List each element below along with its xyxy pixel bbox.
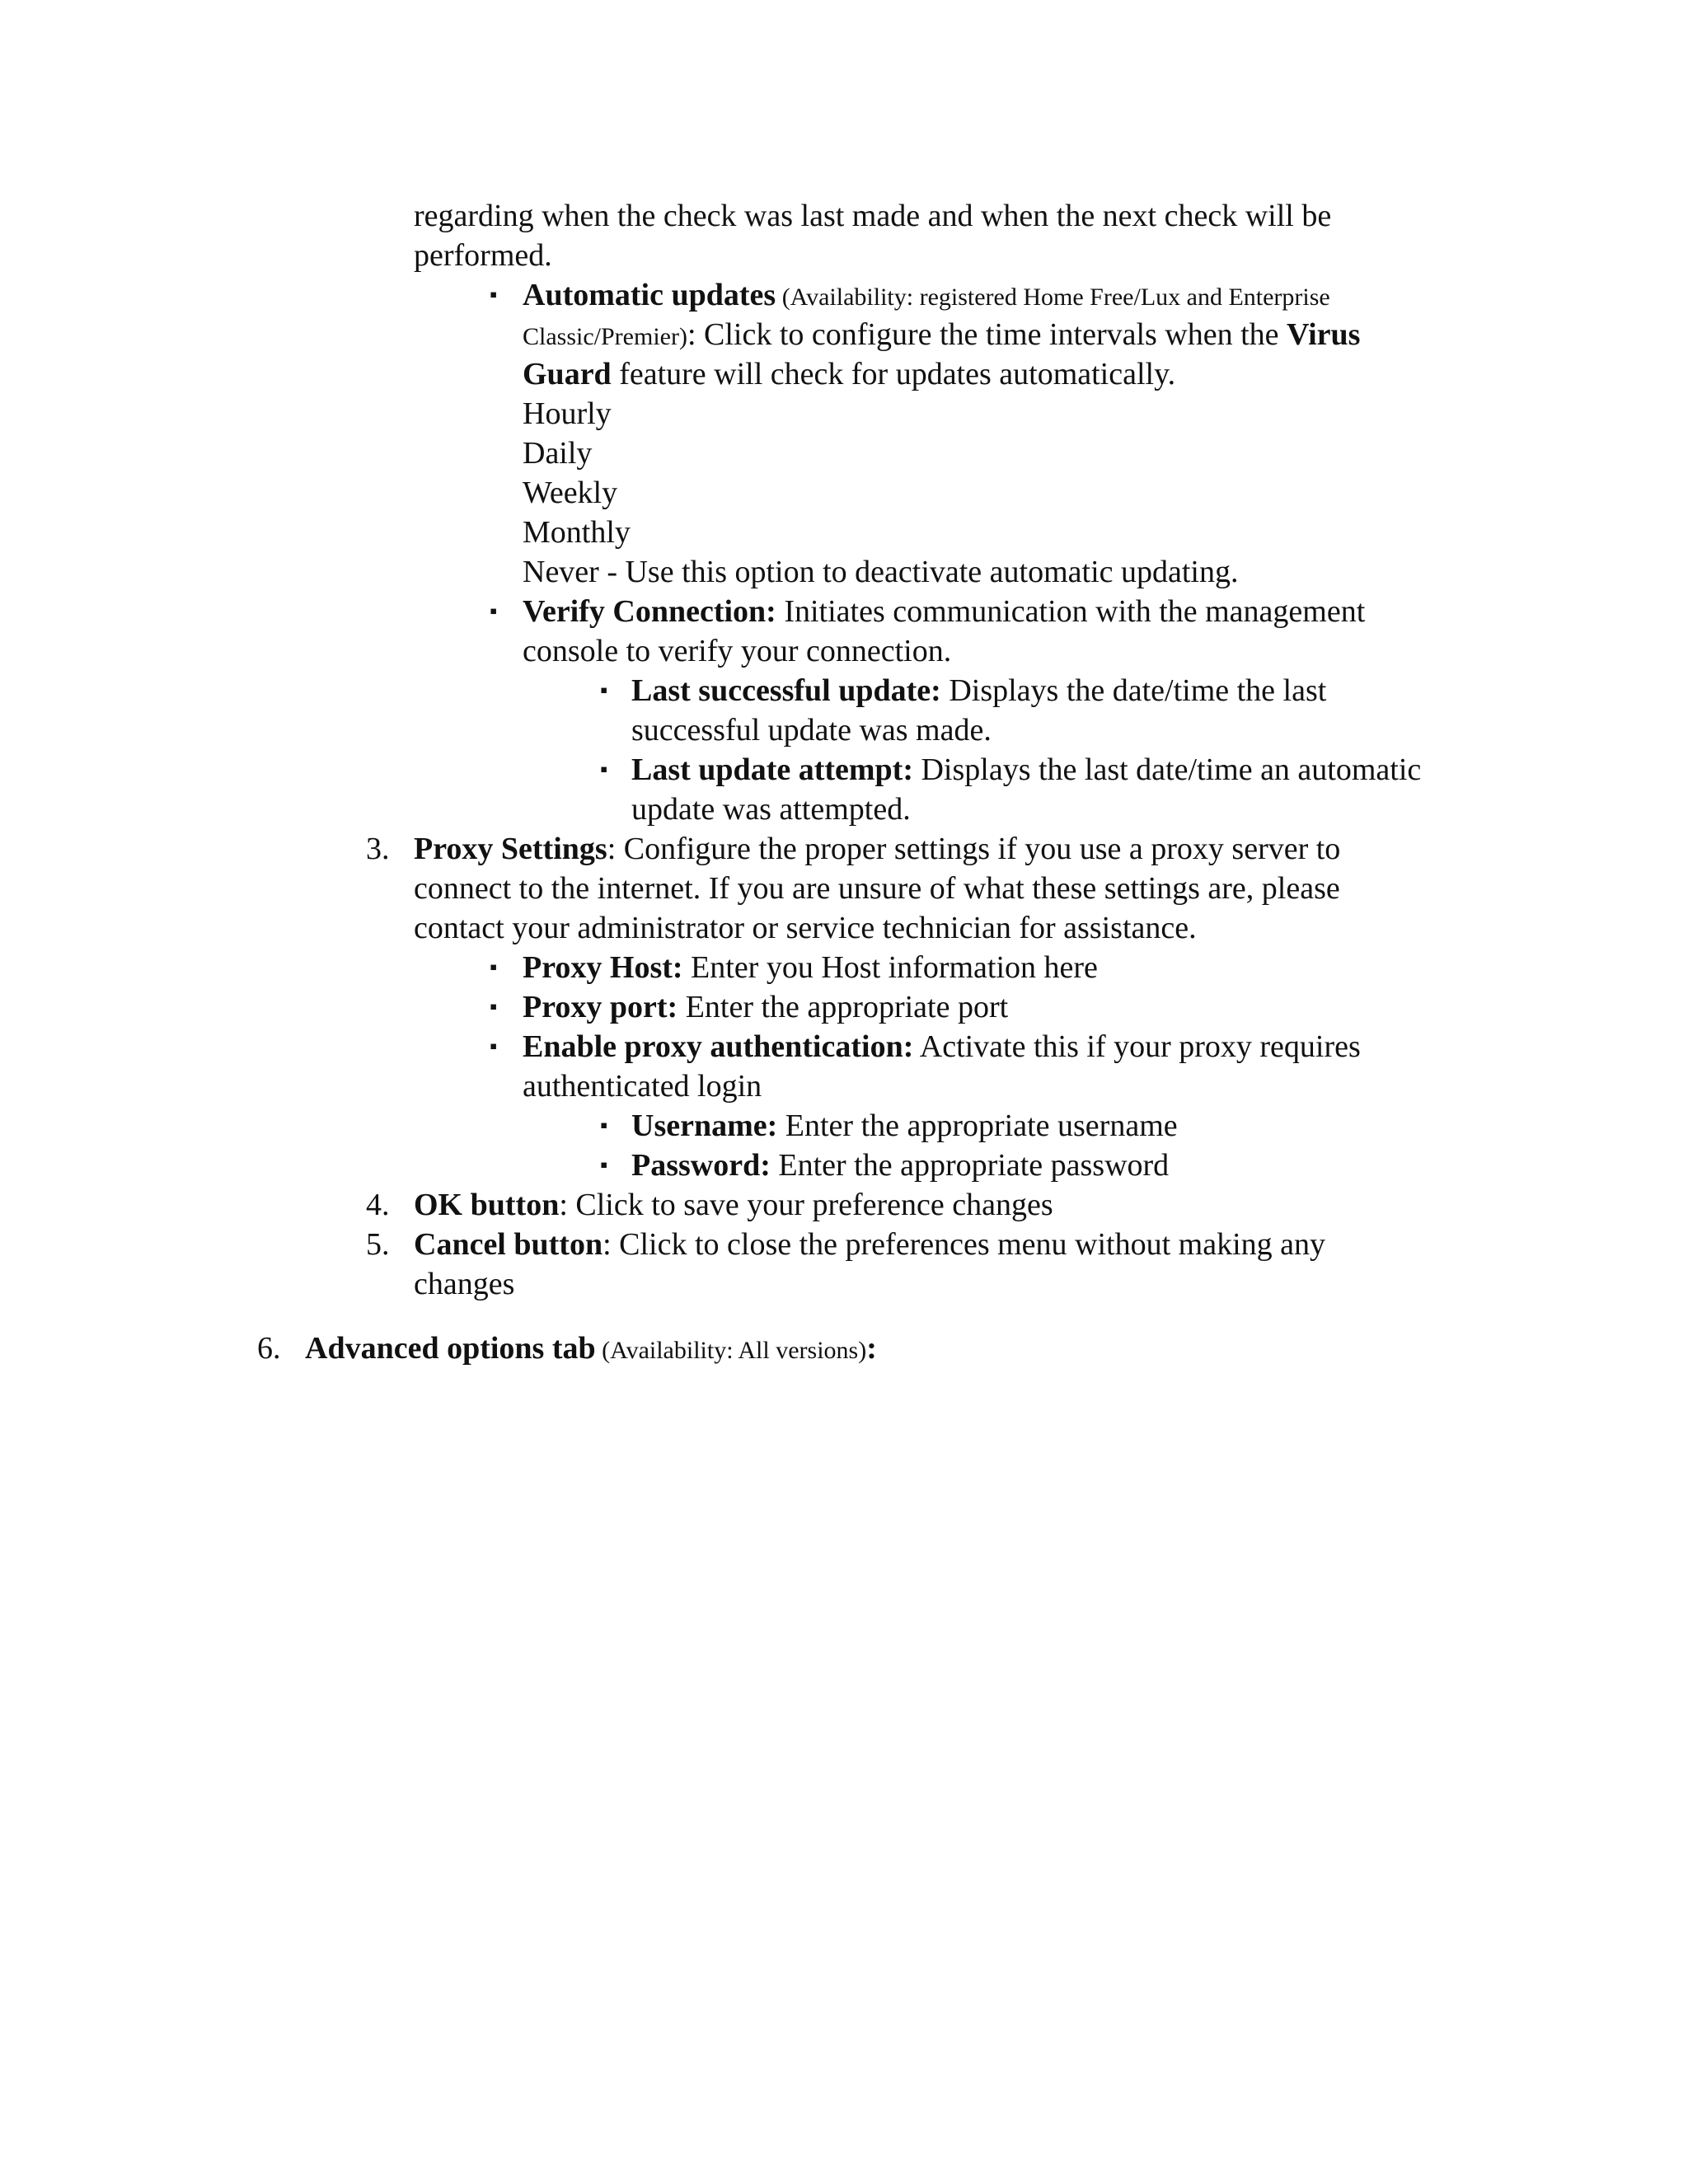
bullet-icon: ▪ <box>490 599 498 623</box>
advanced-options-colon: : <box>866 1331 877 1366</box>
advanced-options-availability: (Availability: All versions) <box>595 1337 867 1364</box>
verify-connection-label: Verify Connection: <box>523 594 776 629</box>
last-successful-update-label: Last successful update: <box>631 673 941 708</box>
ok-button-label: OK button <box>414 1188 560 1222</box>
advanced-options-label: Advanced options tab <box>305 1331 596 1366</box>
verify-connection-line-2: console to verify your connection. <box>523 634 952 668</box>
username-desc: Enter the appropriate username <box>777 1108 1178 1143</box>
last-successful-update-line-1 <box>631 671 1326 710</box>
automatic-updates-desc-b: feature will check for updates automatically. <box>611 357 1176 391</box>
last-successful-update-line-2: successful update was made. <box>631 713 992 748</box>
last-update-attempt-line-2: update was attempted. <box>631 792 911 827</box>
bullet-icon: ▪ <box>600 757 608 781</box>
password-desc: Enter the appropriate password <box>770 1148 1170 1183</box>
option-monthly: Monthly <box>523 515 631 550</box>
proxy-auth-label: Enable proxy authentication: <box>523 1029 914 1064</box>
guard-text: Guard <box>523 357 612 391</box>
last-update-attempt-label: Last update attempt: <box>631 752 913 787</box>
bullet-icon: ▪ <box>600 1153 608 1177</box>
proxy-port-label: Proxy port: <box>523 990 678 1024</box>
option-hourly: Hourly <box>523 396 612 431</box>
item-number-4: 4. <box>366 1188 390 1222</box>
item-number-6: 6. <box>257 1331 281 1366</box>
proxy-port-desc: Enter the appropriate port <box>678 990 1009 1024</box>
password-line <box>631 1146 1169 1185</box>
item-number-5: 5. <box>366 1227 390 1262</box>
automatic-updates-line-1 <box>523 275 1330 317</box>
automatic-updates-line-2 <box>523 315 1360 357</box>
automatic-updates-line-3 <box>523 354 1175 394</box>
proxy-settings-desc-a: : Configure the proper settings if you use a proxy server to <box>607 832 1341 866</box>
ok-button-line <box>414 1185 1053 1225</box>
bullet-icon: ▪ <box>600 678 608 702</box>
bullet-icon: ▪ <box>600 1113 608 1137</box>
proxy-host-line <box>523 948 1098 987</box>
cancel-button-label: Cancel button <box>414 1227 603 1262</box>
proxy-settings-line-1 <box>414 829 1340 869</box>
intro-line-2: performed. <box>414 238 552 273</box>
password-label: Password: <box>631 1148 771 1183</box>
option-weekly: Weekly <box>523 476 618 510</box>
advanced-options-line <box>305 1329 877 1371</box>
bullet-icon: ▪ <box>490 995 498 1019</box>
ok-button-desc: : Click to save your preference changes <box>559 1188 1053 1222</box>
proxy-auth-desc-a: Activate this if your proxy requires <box>913 1029 1361 1064</box>
virus-text: Virus <box>1287 317 1361 352</box>
verify-connection-line-1 <box>523 592 1365 631</box>
automatic-updates-desc-a: : Click to configure the time intervals when the <box>687 317 1287 352</box>
proxy-settings-line-2: connect to the internet. If you are unsure of what these settings are, please <box>414 871 1340 906</box>
cancel-button-desc-a: : Click to close the preferences menu without making any <box>603 1227 1325 1262</box>
last-successful-update-desc-a: Displays the date/time the last <box>940 673 1327 708</box>
automatic-updates-availability-a: (Availability: registered Home Free/Lux and Enterprise <box>776 284 1330 311</box>
proxy-port-line <box>523 987 1008 1027</box>
bullet-icon: ▪ <box>490 1034 498 1058</box>
proxy-settings-label: Proxy Settings <box>414 832 607 866</box>
option-never: Never - Use this option to deactivate automatic updating. <box>523 555 1239 589</box>
option-daily: Daily <box>523 436 593 471</box>
proxy-host-label: Proxy Host: <box>523 950 683 985</box>
cancel-button-line-2: changes <box>414 1267 515 1301</box>
bullet-icon: ▪ <box>490 283 498 307</box>
proxy-settings-line-3: contact your administrator or service technician for assistance. <box>414 911 1197 945</box>
proxy-host-desc: Enter you Host information here <box>682 950 1098 985</box>
proxy-auth-line-1 <box>523 1027 1361 1066</box>
cancel-button-line-1 <box>414 1225 1325 1264</box>
bullet-icon: ▪ <box>490 955 498 979</box>
automatic-updates-availability-b: Classic/Premier) <box>523 323 687 350</box>
last-update-attempt-desc-a: Displays the last date/time an automatic <box>912 752 1422 787</box>
verify-connection-desc-a: Initiates communication with the management <box>776 594 1366 629</box>
automatic-updates-label: Automatic updates <box>523 278 776 312</box>
proxy-auth-line-2: authenticated login <box>523 1069 762 1104</box>
username-label: Username: <box>631 1108 778 1143</box>
intro-line-1: regarding when the check was last made and when the next check will be <box>414 199 1332 233</box>
item-number-3: 3. <box>366 832 390 866</box>
last-update-attempt-line-1 <box>631 750 1421 790</box>
username-line <box>631 1106 1178 1146</box>
